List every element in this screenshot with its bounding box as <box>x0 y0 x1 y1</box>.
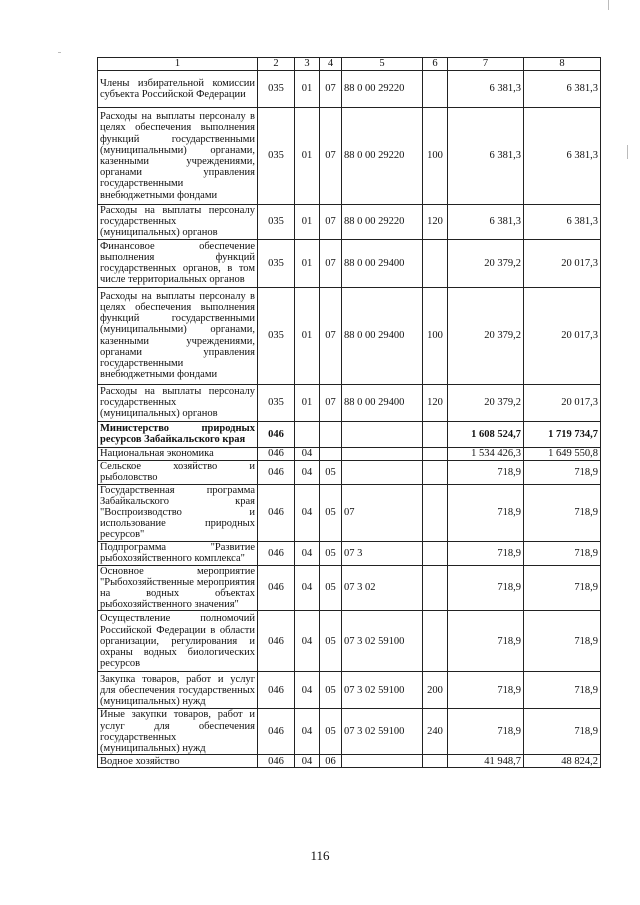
amount-year1-cell: 1 608 524,7 <box>448 421 524 447</box>
table-row <box>98 541 601 565</box>
table-row <box>98 672 601 709</box>
amount-year1-cell: 6 381,3 <box>448 205 524 240</box>
subsection-code-cell <box>320 421 342 447</box>
subsection-code-cell: 05 <box>320 484 342 541</box>
expense-type-cell <box>423 484 448 541</box>
table-header-row <box>98 58 601 71</box>
amount-year1-cell: 6 381,3 <box>448 108 524 205</box>
row-name-cell: Закупка товаров, работ и услуг для обеспечения государственных (муниципальных) нужд <box>98 672 258 709</box>
row-name-cell: Министерство природных ресурсов Забайкальского края <box>98 421 258 447</box>
target-article-cell: 88 0 00 29400 <box>342 384 423 421</box>
section-code-cell: 04 <box>295 709 320 755</box>
subsection-code-cell: 07 <box>320 108 342 205</box>
expense-type-cell <box>423 541 448 565</box>
section-code-cell: 04 <box>295 447 320 460</box>
row-name-cell: Осуществление полномочий Российской Федерации в области организации, регулирования и охраны водных биологических ресурсов <box>98 611 258 672</box>
row-name-cell: Расходы на выплаты персоналу в целях обеспечения выполнения функций государственными (муниципальными) органами, казенными учреждениями, органами управления государственными внебюджетными фондами <box>98 108 258 205</box>
header-cell: 1 <box>98 58 258 71</box>
row-name-cell: Расходы на выплаты персоналу государственных (муниципальных) органов <box>98 384 258 421</box>
row-name-cell: Иные закупки товаров, работ и услуг для обеспечения государственных (муниципальных) нужд <box>98 709 258 755</box>
amount-year2-cell: 48 824,2 <box>524 755 601 768</box>
amount-year2-cell: 718,9 <box>524 672 601 709</box>
row-name-cell: Финансовое обеспечение выполнения функций государственных органов, в том числе территориальных органов <box>98 239 258 287</box>
amount-year2-cell: 6 381,3 <box>524 205 601 240</box>
subsection-code-cell: 05 <box>320 672 342 709</box>
row-name-cell: Расходы на выплаты персоналу государственных (муниципальных) органов <box>98 205 258 240</box>
row-name-cell: Расходы на выплаты персоналу в целях обеспечения выполнения функций государственными (муниципальными) органами, казенными учреждениями, органами управления государственными внебюджетными фондами <box>98 287 258 384</box>
expense-type-cell <box>423 421 448 447</box>
target-article-cell: 07 3 02 59100 <box>342 672 423 709</box>
amount-year2-cell: 718,9 <box>524 709 601 755</box>
header-cell: 8 <box>524 58 601 71</box>
admin-code-cell: 046 <box>258 541 295 565</box>
row-name-cell: Водное хозяйство <box>98 755 258 768</box>
table-row <box>98 71 601 108</box>
subsection-code-cell: 05 <box>320 611 342 672</box>
admin-code-cell: 046 <box>258 484 295 541</box>
subsection-code-cell: 07 <box>320 287 342 384</box>
amount-year1-cell: 20 379,2 <box>448 384 524 421</box>
section-code-cell: 01 <box>295 108 320 205</box>
admin-code-cell: 046 <box>258 709 295 755</box>
expense-type-cell: 120 <box>423 384 448 421</box>
header-cell: 3 <box>295 58 320 71</box>
amount-year1-cell: 718,9 <box>448 460 524 484</box>
header-cell: 2 <box>258 58 295 71</box>
amount-year1-cell: 6 381,3 <box>448 71 524 108</box>
section-code-cell: 04 <box>295 565 320 611</box>
amount-year1-cell: 718,9 <box>448 672 524 709</box>
subsection-code-cell: 06 <box>320 755 342 768</box>
target-article-cell: 88 0 00 29400 <box>342 239 423 287</box>
scan-mark-top <box>58 52 61 53</box>
section-code-cell: 01 <box>295 205 320 240</box>
scan-mark-right <box>627 145 628 159</box>
subsection-code-cell: 05 <box>320 541 342 565</box>
header-cell: 4 <box>320 58 342 71</box>
section-code-cell: 01 <box>295 287 320 384</box>
admin-code-cell: 035 <box>258 71 295 108</box>
target-article-cell <box>342 447 423 460</box>
section-code-cell: 04 <box>295 611 320 672</box>
amount-year1-cell: 718,9 <box>448 611 524 672</box>
header-cell: 5 <box>342 58 423 71</box>
row-name-cell: Подпрограмма "Развитие рыбохозяйственного комплекса" <box>98 541 258 565</box>
table-row <box>98 447 601 460</box>
expense-type-cell: 100 <box>423 108 448 205</box>
admin-code-cell: 046 <box>258 611 295 672</box>
section-code-cell: 01 <box>295 384 320 421</box>
target-article-cell: 07 3 02 <box>342 565 423 611</box>
expense-type-cell <box>423 565 448 611</box>
row-name-cell: Основное мероприятие "Рыбохозяйственные мероприятия на водных объектах рыбохозяйственного значения" <box>98 565 258 611</box>
expense-type-cell: 100 <box>423 287 448 384</box>
table-row <box>98 565 601 611</box>
expense-type-cell: 120 <box>423 205 448 240</box>
table-row <box>98 108 601 205</box>
target-article-cell: 88 0 00 29220 <box>342 108 423 205</box>
admin-code-cell: 046 <box>258 755 295 768</box>
admin-code-cell: 046 <box>258 421 295 447</box>
section-code-cell: 04 <box>295 484 320 541</box>
header-cell: 7 <box>448 58 524 71</box>
target-article-cell: 07 3 <box>342 541 423 565</box>
target-article-cell: 07 3 02 59100 <box>342 709 423 755</box>
subsection-code-cell: 07 <box>320 205 342 240</box>
amount-year2-cell: 718,9 <box>524 565 601 611</box>
section-code-cell <box>295 421 320 447</box>
subsection-code-cell <box>320 447 342 460</box>
scan-mark-edge <box>608 0 609 10</box>
section-code-cell: 04 <box>295 541 320 565</box>
target-article-cell: 88 0 00 29400 <box>342 287 423 384</box>
amount-year2-cell: 20 017,3 <box>524 239 601 287</box>
table-row <box>98 484 601 541</box>
amount-year1-cell: 41 948,7 <box>448 755 524 768</box>
amount-year2-cell: 718,9 <box>524 460 601 484</box>
subsection-code-cell: 07 <box>320 71 342 108</box>
admin-code-cell: 046 <box>258 565 295 611</box>
table-row <box>98 287 601 384</box>
table-row <box>98 460 601 484</box>
table-row <box>98 205 601 240</box>
row-name-cell: Сельское хозяйство и рыболовство <box>98 460 258 484</box>
target-article-cell <box>342 755 423 768</box>
amount-year2-cell: 20 017,3 <box>524 287 601 384</box>
section-code-cell: 01 <box>295 71 320 108</box>
admin-code-cell: 035 <box>258 287 295 384</box>
expense-type-cell <box>423 447 448 460</box>
expense-type-cell: 200 <box>423 672 448 709</box>
table-row <box>98 421 601 447</box>
subsection-code-cell: 05 <box>320 460 342 484</box>
expense-type-cell <box>423 71 448 108</box>
admin-code-cell: 035 <box>258 239 295 287</box>
expense-type-cell <box>423 611 448 672</box>
target-article-cell: 88 0 00 29220 <box>342 71 423 108</box>
target-article-cell: 07 3 02 59100 <box>342 611 423 672</box>
amount-year2-cell: 718,9 <box>524 611 601 672</box>
row-name-cell: Национальная экономика <box>98 447 258 460</box>
table-row <box>98 239 601 287</box>
subsection-code-cell: 05 <box>320 565 342 611</box>
admin-code-cell: 046 <box>258 672 295 709</box>
section-code-cell: 01 <box>295 239 320 287</box>
expense-type-cell <box>423 755 448 768</box>
header-cell: 6 <box>423 58 448 71</box>
amount-year1-cell: 718,9 <box>448 709 524 755</box>
admin-code-cell: 035 <box>258 108 295 205</box>
expense-type-cell <box>423 460 448 484</box>
table-row <box>98 384 601 421</box>
admin-code-cell: 035 <box>258 205 295 240</box>
target-article-cell: 88 0 00 29220 <box>342 205 423 240</box>
expense-type-cell: 240 <box>423 709 448 755</box>
row-name-cell: Члены избирательной комиссии субъекта Российской Федерации <box>98 71 258 108</box>
expense-type-cell <box>423 239 448 287</box>
amount-year2-cell: 6 381,3 <box>524 71 601 108</box>
amount-year1-cell: 20 379,2 <box>448 287 524 384</box>
amount-year1-cell: 1 534 426,3 <box>448 447 524 460</box>
amount-year1-cell: 20 379,2 <box>448 239 524 287</box>
subsection-code-cell: 07 <box>320 239 342 287</box>
amount-year2-cell: 6 381,3 <box>524 108 601 205</box>
amount-year1-cell: 718,9 <box>448 541 524 565</box>
admin-code-cell: 046 <box>258 460 295 484</box>
amount-year2-cell: 20 017,3 <box>524 384 601 421</box>
page-number: 116 <box>310 848 330 863</box>
amount-year2-cell: 1 719 734,7 <box>524 421 601 447</box>
admin-code-cell: 035 <box>258 384 295 421</box>
amount-year2-cell: 718,9 <box>524 484 601 541</box>
target-article-cell: 07 <box>342 484 423 541</box>
row-name-cell: Государственная программа Забайкальского края "Воспроизводство и использование природных ресурсов" <box>98 484 258 541</box>
admin-code-cell: 046 <box>258 447 295 460</box>
table-row <box>98 709 601 755</box>
subsection-code-cell: 07 <box>320 384 342 421</box>
target-article-cell <box>342 421 423 447</box>
amount-year1-cell: 718,9 <box>448 565 524 611</box>
section-code-cell: 04 <box>295 672 320 709</box>
budget-table <box>97 57 601 768</box>
amount-year1-cell: 718,9 <box>448 484 524 541</box>
target-article-cell <box>342 460 423 484</box>
table-row <box>98 755 601 768</box>
table-row <box>98 611 601 672</box>
amount-year2-cell: 1 649 550,8 <box>524 447 601 460</box>
section-code-cell: 04 <box>295 755 320 768</box>
section-code-cell: 04 <box>295 460 320 484</box>
subsection-code-cell: 05 <box>320 709 342 755</box>
amount-year2-cell: 718,9 <box>524 541 601 565</box>
